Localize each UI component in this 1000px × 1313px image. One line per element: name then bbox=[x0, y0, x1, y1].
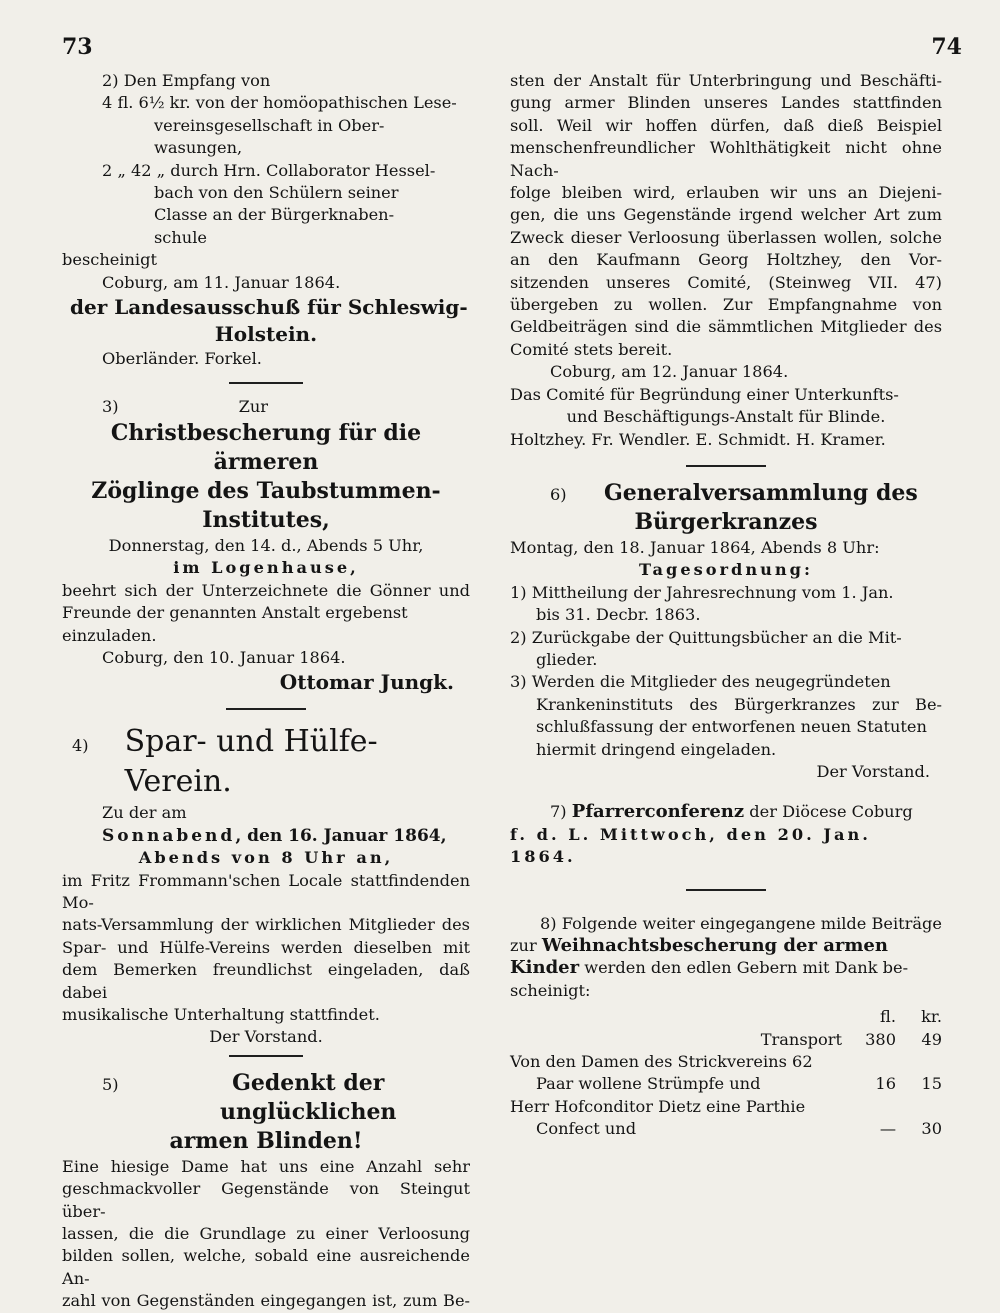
ledger-kr: 15 bbox=[921, 1074, 942, 1094]
text-line: menschenfreundlicher Wohlthätigkeit nicht ohne Nach- bbox=[510, 138, 942, 180]
notice-number: 3) bbox=[102, 397, 119, 417]
text-line: soll. Weil wir hoffen dürfen, daß dieß Beispiel bbox=[510, 115, 942, 135]
text-line: an den Kaufmann Georg Holtzhey, den Vor- bbox=[510, 250, 942, 270]
agenda-item: 1) Mittheilung der Jahresrechnung vom 1. Jan. bbox=[510, 582, 894, 602]
text-line: Spar- und Hülfe-Vereins werden dieselben mit bbox=[62, 937, 470, 957]
text-line: zur bbox=[510, 936, 537, 955]
ledger-fl bbox=[846, 1051, 896, 1073]
agenda-item: schlußfassung der entworfenen neuen Statuten bbox=[536, 717, 927, 737]
left-column bbox=[62, 70, 470, 1313]
agenda-item: 2) Zurückgabe der Quittungsbücher an die Mit- bbox=[510, 627, 902, 647]
notice-number: 7) bbox=[550, 802, 567, 822]
notice-heading: Institutes, bbox=[202, 506, 330, 533]
text-line: gung armer Blinden unseres Landes stattfinden bbox=[510, 93, 942, 113]
text-line: scheinigt: bbox=[510, 980, 591, 1000]
signature-line: der Landesausschuß für Schleswig- bbox=[70, 295, 468, 320]
text-line: gen, die uns Gegenstände irgend welcher Art zum bbox=[510, 205, 942, 225]
notice-3 bbox=[62, 396, 470, 696]
text-line: der Diöcese Coburg bbox=[749, 802, 913, 822]
date-line: Coburg, am 11. Januar 1864. bbox=[102, 272, 341, 292]
section-rule bbox=[686, 889, 766, 891]
notice-6 bbox=[510, 479, 942, 783]
ledger-desc: Paar wollene Strümpfe und bbox=[536, 1074, 761, 1094]
notice-heading: Kinder bbox=[510, 957, 580, 979]
date-text: , den 16. Januar 1864, bbox=[235, 825, 447, 846]
right-column bbox=[510, 70, 942, 1141]
text-line: bilden sollen, welche, sobald eine ausreichende An- bbox=[62, 1246, 470, 1288]
text-line: im Logenhause, bbox=[173, 558, 359, 578]
text-line: und Beschäftigungs-Anstalt für Blinde. bbox=[566, 407, 886, 427]
signature-line: Ottomar Jungk. bbox=[279, 670, 454, 695]
text-line: dem Bemerken freundlichst eingeladen, daß dabei bbox=[62, 960, 470, 1002]
signature-names: Oberländer. Forkel. bbox=[102, 349, 262, 369]
section-rule bbox=[229, 1055, 303, 1057]
date-line: Coburg, den 10. Januar 1864. bbox=[102, 647, 346, 667]
ledger-desc: Transport bbox=[760, 1029, 842, 1049]
text-line: Classe an der Bürgerknaben- bbox=[154, 205, 395, 225]
date-line: Coburg, am 12. Januar 1864. bbox=[550, 362, 789, 382]
agenda-item: glieder. bbox=[536, 649, 598, 669]
page-number-left: 73 bbox=[62, 34, 93, 60]
notice-heading: Christbescherung für die ärmeren bbox=[110, 419, 422, 475]
text-line: sitzenden unseres Comité, (Steinweg VII. 47) bbox=[510, 272, 942, 292]
signature-names: Holtzhey. Fr. Wendler. E. Schmidt. H. Kramer. bbox=[510, 429, 886, 449]
notice-number: 4) bbox=[72, 736, 89, 756]
ledger-kr bbox=[896, 1051, 942, 1073]
signature-line: Der Vorstand. bbox=[209, 1027, 323, 1047]
text-line: im Fritz Frommann'schen Locale stattfindenden Mo- bbox=[62, 870, 470, 912]
text-line: Das Comité für Begründung einer Unterkunfts- bbox=[510, 384, 899, 404]
text-line: nats-Versammlung der wirklichen Mitglieder des bbox=[62, 915, 470, 935]
notice-8 bbox=[510, 913, 942, 1141]
text-line: 2) Den Empfang von bbox=[102, 71, 271, 90]
ledger-fl: — bbox=[879, 1119, 896, 1139]
text-line: Montag, den 18. Januar 1864, Abends 8 Uhr: bbox=[510, 537, 880, 557]
section-rule bbox=[226, 708, 306, 710]
ledger-fl: 380 bbox=[865, 1029, 896, 1049]
text-line: 8) Folgende weiter eingegangene milde Beiträge bbox=[540, 913, 942, 933]
notice-heading: Zöglinge des Taubstummen- bbox=[91, 477, 441, 504]
notice-heading: armen Blinden! bbox=[169, 1127, 363, 1154]
ledger-kr bbox=[896, 1096, 942, 1118]
text-line: vereinsgesellschaft in Ober- bbox=[154, 115, 385, 135]
text-line: bach von den Schülern seiner bbox=[154, 183, 399, 203]
text-line: Comité stets bereit. bbox=[510, 339, 673, 359]
ledger-desc: Herr Hofconditor Dietz eine Parthie bbox=[510, 1096, 806, 1116]
notice-2 bbox=[62, 70, 470, 370]
notice-number: 6) bbox=[550, 484, 567, 504]
text-line: übergeben zu wollen. Zur Empfangnahme von bbox=[510, 295, 942, 315]
notice-5 bbox=[62, 1069, 470, 1313]
agenda-title: Tagesordnung: bbox=[639, 560, 813, 580]
notice-heading: Weihnachtsbescherung der armen bbox=[541, 935, 888, 956]
ledger-row bbox=[510, 1029, 942, 1051]
section-rule bbox=[686, 465, 766, 467]
notice-5-continued bbox=[510, 70, 942, 451]
text-line: zahl von Gegenständen eingegangen ist, zum Be- bbox=[62, 1291, 470, 1311]
ledger-row bbox=[510, 1118, 942, 1140]
ledger-fl bbox=[846, 1096, 896, 1118]
column-header-fl: fl. bbox=[880, 1007, 896, 1027]
ledger-row bbox=[510, 1073, 942, 1095]
notice-7 bbox=[510, 801, 942, 868]
text-line: beehrt sich der Unterzeichnete die Gönner und bbox=[62, 580, 470, 600]
ledger-kr: 49 bbox=[921, 1029, 942, 1049]
text-line: folge bleiben wird, erlauben wir uns an Diejeni- bbox=[510, 183, 942, 203]
notice-heading: Spar- und Hülfe-Verein. bbox=[124, 724, 378, 800]
text-line: sten der Anstalt für Unterbringung und Beschäfti- bbox=[510, 71, 942, 90]
text-line: Abends von 8 Uhr an, bbox=[138, 848, 394, 868]
ledger-header bbox=[510, 1006, 942, 1028]
signature-line: Der Vorstand. bbox=[816, 761, 930, 781]
text-line: Zu der am bbox=[102, 803, 187, 823]
ledger-desc: Von den Damen des Strickvereins 62 bbox=[510, 1052, 813, 1072]
notice-number: 5) bbox=[102, 1074, 119, 1094]
text-line: schule bbox=[154, 227, 207, 247]
text-line: lassen, die die Grundlage zu einer Verloosung bbox=[62, 1224, 470, 1243]
text-line: 2 „ 42 „ durch Hrn. Collaborator Hessel- bbox=[102, 160, 436, 180]
ledger-row bbox=[510, 1051, 942, 1073]
weekday: Sonnabend bbox=[102, 825, 236, 846]
column-header-kr: kr. bbox=[921, 1007, 942, 1027]
text-line: bescheinigt bbox=[62, 250, 157, 270]
notice-heading: Generalversammlung des bbox=[604, 479, 918, 506]
text-line: Zweck dieser Verloosung überlassen wollen, solche bbox=[510, 227, 942, 247]
text-line: Zur bbox=[238, 397, 269, 417]
text-line: Eine hiesige Dame hat uns eine Anzahl sehr bbox=[62, 1156, 470, 1176]
ledger-kr: 30 bbox=[921, 1119, 942, 1139]
ledger-fl: 16 bbox=[875, 1074, 896, 1094]
text-line: geschmackvoller Gegenstände von Steingut über- bbox=[62, 1179, 470, 1221]
text-line: 4 fl. 6½ kr. von der homöopathischen Lese- bbox=[102, 93, 457, 113]
agenda-item: hiermit dringend eingeladen. bbox=[536, 739, 777, 759]
agenda-item: 3) Werden die Mitglieder des neugegründeten bbox=[510, 672, 891, 692]
page-number-right: 74 bbox=[931, 34, 962, 60]
notice-heading: Gedenkt der unglücklichen bbox=[219, 1069, 397, 1125]
agenda-item: bis 31. Decbr. 1863. bbox=[536, 605, 701, 625]
section-rule bbox=[229, 382, 303, 384]
text-line: f. d. L. Mittwoch, den 20. Jan. 1864. bbox=[510, 824, 871, 867]
notice-heading: Bürgerkranzes bbox=[634, 508, 818, 535]
agenda-item: Krankeninstituts des Bürgerkranzes zur Be- bbox=[536, 694, 942, 714]
text-line: werden den edlen Gebern mit Dank be- bbox=[584, 958, 909, 978]
ledger-row bbox=[510, 1096, 942, 1118]
text-line: musikalische Unterhaltung stattfindet. bbox=[62, 1004, 380, 1024]
notice-heading: Pfarrerconferenz bbox=[571, 801, 745, 823]
text-line: Freunde der genannten Anstalt ergebenst einzuladen. bbox=[62, 603, 408, 645]
text-line: Donnerstag, den 14. d., Abends 5 Uhr, bbox=[108, 535, 424, 555]
text-line: Geldbeiträgen sind die sämmtlichen Mitglieder des bbox=[510, 317, 942, 337]
signature-line: Holstein. bbox=[214, 322, 318, 347]
text-line: wasungen, bbox=[154, 138, 243, 158]
notice-4 bbox=[62, 722, 470, 1048]
ledger-desc: Confect und bbox=[536, 1119, 637, 1139]
